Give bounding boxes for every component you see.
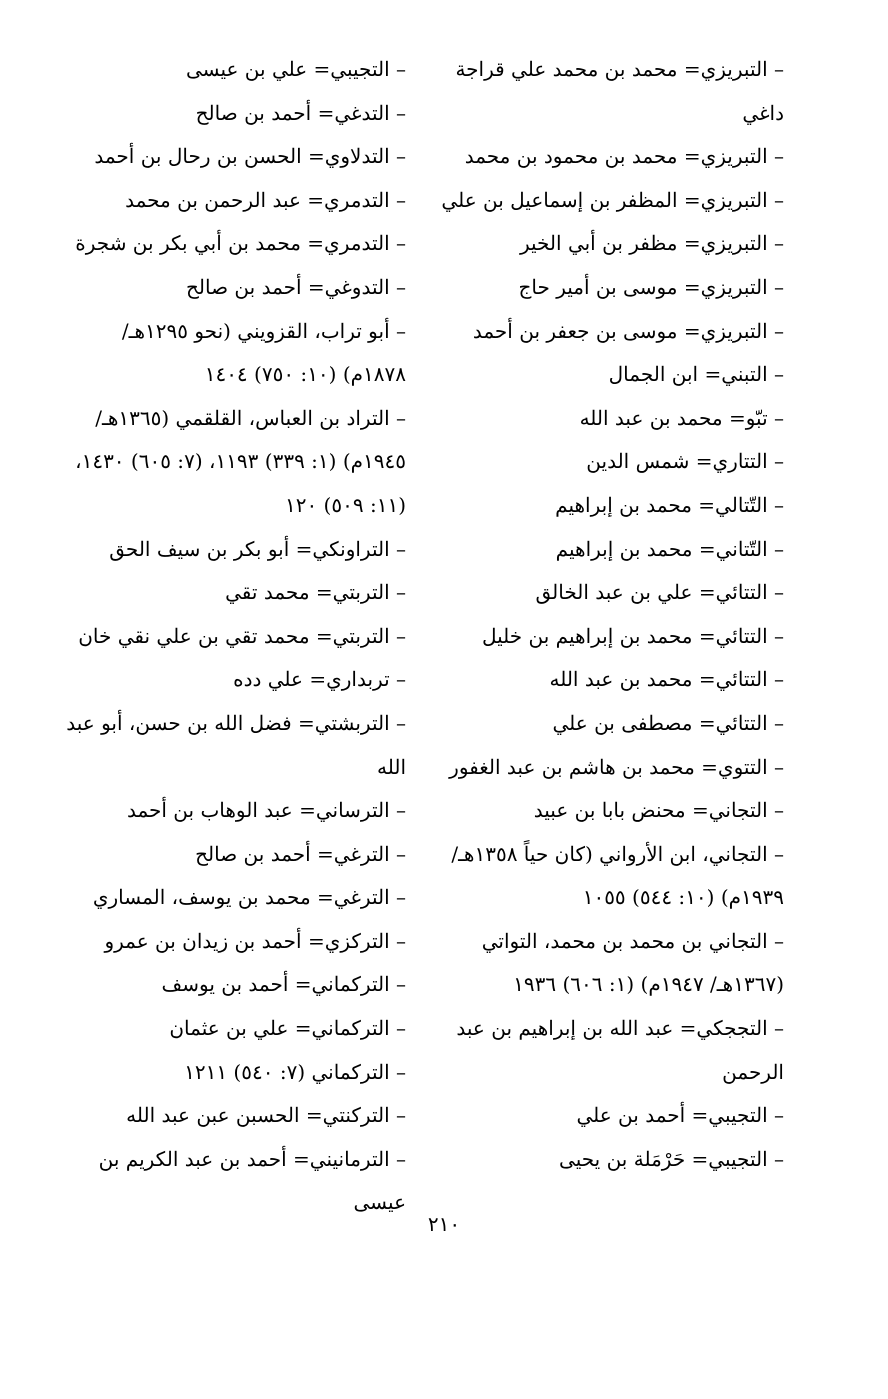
entry-text: – التراد بن العباس، القلقمي (١٣٦٥هـ/ ١٩٤٥م) (١: ٣٣٩) ١١٩٣، (٧: ٦٠٥) ١٤٣٠، (١١: ٥٠٩) ١٢٠ xyxy=(75,405,406,517)
entry-text: – التبني= ابن الجمال xyxy=(608,362,784,387)
index-entry xyxy=(64,1051,406,1095)
index-entry xyxy=(432,484,784,528)
entry-text: – التّتاني= محمد بن إبراهيم xyxy=(555,536,784,561)
entry-text: – التجيبي= حَرْمَلة بن يحيى xyxy=(559,1146,784,1171)
entry-text: – التركماني= أحمد بن يوسف xyxy=(161,972,406,997)
index-entry xyxy=(64,702,406,789)
index-entry xyxy=(432,1094,784,1138)
entry-text: – الترمانيني= أحمد بن عبد الكريم بن عيسى xyxy=(98,1146,406,1215)
entry-text: – التدمري= محمد بن أبي بكر بن شجرة xyxy=(75,231,406,256)
index-entry xyxy=(432,266,784,310)
entry-text: – الترساني= عبد الوهاب بن أحمد xyxy=(126,798,406,823)
index-entry xyxy=(64,222,406,266)
index-entry xyxy=(64,48,406,92)
entry-text: – التراونكي= أبو بكر بن سيف الحق xyxy=(109,536,406,561)
entry-text: – التتائي= علي بن عبد الخالق xyxy=(535,580,784,605)
entry-text: – التدمري= عبد الرحمن بن محمد xyxy=(125,187,406,212)
index-entry xyxy=(432,397,784,441)
entry-text: – تبّو= محمد بن عبد الله xyxy=(579,405,784,430)
index-entry xyxy=(64,179,406,223)
entry-text: – التتائي= مصطفى بن علي xyxy=(552,710,784,735)
index-entry xyxy=(432,440,784,484)
entry-text: – التجاني، ابن الأرواني (كان حياً ١٣٥٨هـ/ ١٩٣٩م) (١٠: ٥٤٤) ١٠٥٥ xyxy=(451,841,784,910)
index-entry xyxy=(432,1007,784,1094)
entry-text: – التدلاوي= الحسن بن رحال بن أحمد xyxy=(94,144,406,169)
entry-text: – التربتي= محمد تقي xyxy=(225,580,406,605)
entry-text: – التبريزي= موسى بن جعفر بن أحمد xyxy=(472,318,784,343)
entry-text: – التجيبي= علي بن عيسى xyxy=(185,57,406,81)
entry-text: – الترغي= أحمد بن صالح xyxy=(195,841,406,866)
index-entry xyxy=(432,702,784,746)
entry-text: – التركنتي= الحسبن عبن عبد الله xyxy=(126,1103,406,1128)
index-entry xyxy=(64,1094,406,1138)
page-number: ٢١٠ xyxy=(427,1212,461,1236)
index-entry xyxy=(432,135,784,179)
index-entry xyxy=(432,353,784,397)
index-entry xyxy=(64,876,406,920)
index-entry xyxy=(432,920,784,1007)
entry-text: – التدوغي= أحمد بن صالح xyxy=(185,274,406,299)
index-entry xyxy=(64,310,406,397)
entry-text: – التّتالي= محمد بن إبراهيم xyxy=(555,492,784,517)
entry-text: – التتائي= محمد بن عبد الله xyxy=(549,667,784,692)
index-entry xyxy=(432,746,784,790)
index-entry xyxy=(64,266,406,310)
index-entry xyxy=(64,1007,406,1051)
index-entry xyxy=(432,179,784,223)
entry-text: – التدغي= أحمد بن صالح xyxy=(195,100,406,125)
index-entry xyxy=(64,963,406,1007)
entry-text: – تربداري= علي دده xyxy=(233,667,406,692)
entry-text: – التبريزي= مظفر بن أبي الخير xyxy=(519,231,784,256)
index-entry xyxy=(64,920,406,964)
index-entry xyxy=(64,528,406,572)
index-entry xyxy=(432,222,784,266)
entry-text: – التتوي= محمد بن هاشم بن عبد الغفور xyxy=(449,754,784,779)
index-entry xyxy=(64,833,406,877)
entry-text: – التجاني بن محمد بن محمد، التواتي (١٣٦٧هـ/ ١٩٤٧م) (١: ٦٠٦) ١٩٣٦ xyxy=(481,928,784,997)
entry-text: – الترغي= محمد بن يوسف، المساري xyxy=(92,885,406,910)
entry-text: – التبريزي= محمد بن محمد علي قراجة داغي xyxy=(455,57,784,125)
index-column-right xyxy=(432,48,784,1181)
index-entry xyxy=(432,658,784,702)
entry-text: – التتائي= محمد بن إبراهيم بن خليل xyxy=(482,623,784,648)
index-entry xyxy=(432,789,784,833)
index-entry xyxy=(432,528,784,572)
entry-text: – التركماني (٧: ٥٤٠) ١٢١١ xyxy=(184,1059,406,1084)
index-column-left xyxy=(64,48,406,1225)
entry-text: – التجيبي= أحمد بن علي xyxy=(576,1103,784,1128)
entry-text: – التتاري= شمس الدين xyxy=(586,449,784,474)
index-entry xyxy=(64,615,406,659)
entry-text: – التبريزي= المظفر بن إسماعيل بن علي xyxy=(441,187,784,212)
index-entry xyxy=(64,789,406,833)
index-entry xyxy=(432,1138,784,1182)
entry-text: – التبريزي= محمد بن محمود بن محمد xyxy=(464,144,784,169)
entry-text: – التربشتي= فضل الله بن حسن، أبو عبد الله xyxy=(66,710,406,779)
entry-text: – التركماني= علي بن عثمان xyxy=(169,1016,406,1041)
index-entry xyxy=(432,833,784,920)
entry-text: – أبو تراب، القزويني (نحو ١٢٩٥هـ/ ١٨٧٨م) (١٠: ٧٥٠) ١٤٠٤ xyxy=(121,318,406,387)
entry-text: – التججكي= عبد الله بن إبراهيم بن عبد الرحمن xyxy=(456,1016,784,1084)
entry-text: – التربتي= محمد تقي بن علي نقي خان xyxy=(78,623,406,648)
index-entry xyxy=(64,397,406,528)
index-entry xyxy=(432,48,784,135)
index-entry xyxy=(432,310,784,354)
entry-text: – التركزي= أحمد بن زيدان بن عمرو xyxy=(104,928,406,953)
index-entry xyxy=(432,615,784,659)
index-entry xyxy=(64,135,406,179)
index-entry xyxy=(64,571,406,615)
entry-text: – التجاني= محنض بابا بن عبيد xyxy=(533,798,784,823)
index-entry xyxy=(432,571,784,615)
index-entry xyxy=(64,658,406,702)
index-entry xyxy=(64,92,406,136)
entry-text: – التبريزي= موسى بن أمير حاج xyxy=(518,274,784,299)
